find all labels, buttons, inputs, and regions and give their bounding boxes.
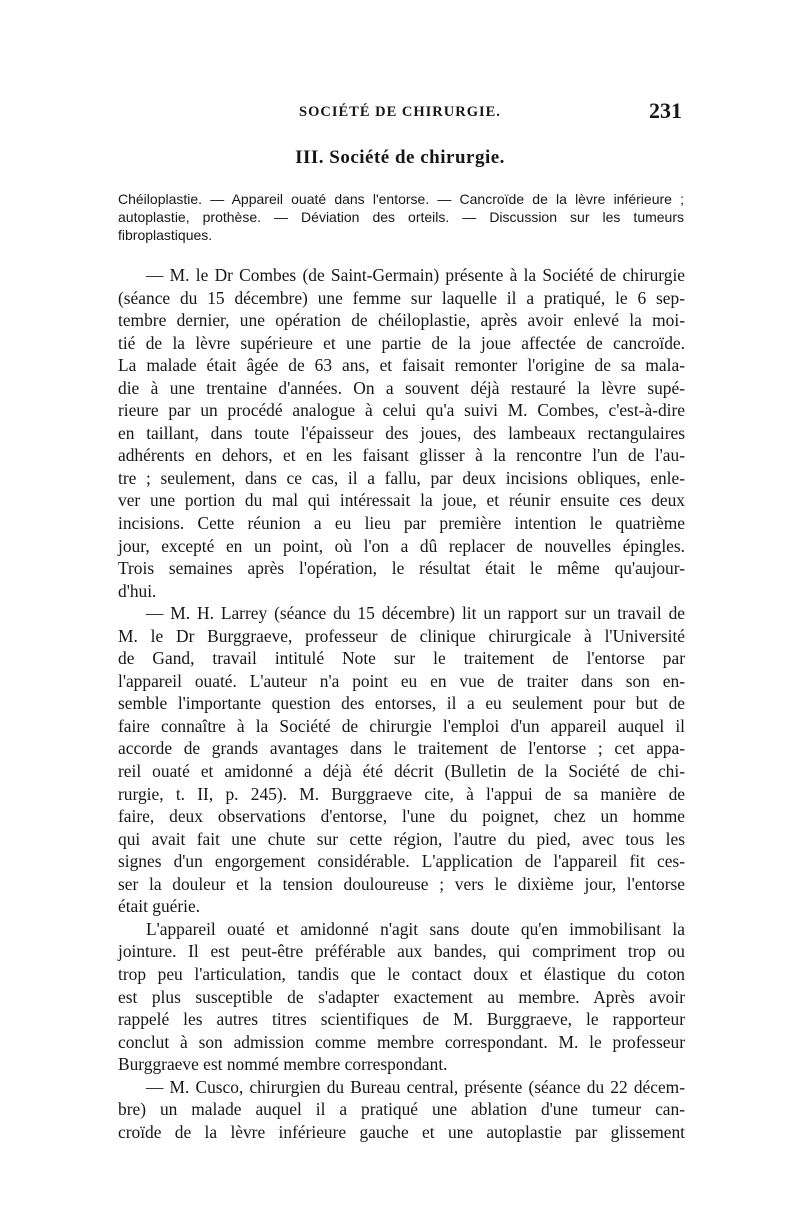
body-line: semble l'importante question des entorses, il a eu seulement pour but de	[118, 693, 685, 714]
section-summary: Chéiloplastie. — Appareil ouaté dans l'entorse. — Cancroïde de la lèvre inférieure ; autoplastie, prothèse. — Déviation des orteils. — Discussion sur les tumeurs fibroplastiques.	[118, 191, 684, 243]
body-line: incisions. Cette réunion a eu lieu par première intention le quatrième	[118, 513, 685, 534]
body-line: rieure par un procédé analogue à celui qu'a suivi M. Combes, c'est-à-dire	[118, 400, 685, 421]
page-number: 231	[649, 98, 682, 123]
body-line: Trois semaines après l'opération, le résultat était le même qu'aujour-	[118, 558, 685, 579]
running-title: SOCIÉTÉ DE CHIRURGIE.	[299, 104, 501, 120]
body-line: Burggraeve est nommé membre correspondant.	[118, 1054, 448, 1075]
body-line: croïde de la lèvre inférieure gauche et une autoplastie par glissement	[118, 1121, 685, 1142]
body-line: bre) un malade auquel il a pratiqué une ablation d'une tumeur can-	[118, 1099, 685, 1120]
body-line: jointure. Il est peut-être préférable aux bandes, qui compriment trop ou	[118, 941, 685, 962]
body-line: L'appareil ouaté et amidonné n'agit sans doute qu'en immobilisant la	[146, 918, 685, 939]
body-line: M. le Dr Burggraeve, professeur de clinique chirurgicale à l'Université	[118, 625, 685, 646]
body-line: d'hui.	[118, 580, 157, 601]
running-head	[0, 98, 800, 126]
body-line: faire connaître à la Société de chirurgie l'emploi d'un appareil auquel il	[118, 715, 685, 736]
body-line: était guérie.	[118, 896, 201, 917]
body-line: La malade était âgée de 63 ans, et faisait remonter l'origine de sa mala-	[118, 355, 685, 376]
body-line: jour, excepté en un point, où l'on a dû replacer de nouvelles épingles.	[118, 535, 685, 556]
section-title: III. Société de chirurgie.	[295, 147, 505, 168]
body-line: ser la douleur et la tension douloureuse ; vers le dixième jour, l'entorse	[118, 873, 685, 894]
body-line: die à une trentaine d'années. On a souvent déjà restauré la lèvre supé-	[118, 377, 685, 398]
body-line: reil ouaté et amidonné a déjà été décrit (Bulletin de la Société de chi-	[118, 761, 685, 782]
body-line: tembre dernier, une opération de chéiloplastie, après avoir enlevé la moi-	[118, 310, 685, 331]
body-line: est plus susceptible de s'adapter exactement au membre. Après avoir	[118, 986, 685, 1007]
body-line: ver une portion du mal qui intéressait la joue, et réunir ensuite ces deux	[118, 490, 685, 511]
body-line: de Gand, travail intitulé Note sur le traitement de l'entorse par	[118, 648, 685, 669]
body-line: rappelé les autres titres scientifiques de M. Burggraeve, le rapporteur	[118, 1009, 685, 1030]
body-line: tié de la lèvre supérieure et une partie de la joue affectée de cancroïde.	[118, 332, 685, 353]
body-line: — M. le Dr Combes (de Saint-Germain) présente à la Société de chirurgie	[146, 265, 685, 285]
body-line: accorde de grands avantages dans le traitement de l'entorse ; cet appa-	[118, 738, 685, 759]
body-line: trop peu l'articulation, tandis que le contact doux et élastique du coton	[118, 963, 685, 984]
body-line: faire, deux observations d'entorse, l'une du poignet, chez un homme	[118, 806, 685, 827]
body-line: (séance du 15 décembre) une femme sur laquelle il a pratiqué, le 6 sep-	[118, 287, 685, 308]
body-line: qui avait fait une chute sur cette région, l'autre du pied, avec tous les	[118, 828, 685, 849]
body-line: conclut à son admission comme membre correspondant. M. le professeur	[118, 1031, 685, 1052]
body-line: — M. H. Larrey (séance du 15 décembre) lit un rapport sur un travail de	[146, 603, 685, 624]
body-line: signes d'un engorgement considérable. L'application de l'appareil fit ces-	[118, 851, 685, 872]
body-line: adhérents en dehors, et en les faisant glisser à la rencontre l'un de l'au-	[118, 445, 685, 466]
body-line: tre ; seulement, dans ce cas, il a fallu, par deux incisions obliques, enle-	[118, 467, 685, 488]
body-line: en taillant, dans toute l'épaisseur des joues, des lambeaux rectangulaires	[118, 422, 685, 443]
body-line: rurgie, t. II, p. 245). M. Burggraeve cite, à l'appui de sa manière de	[118, 783, 685, 804]
body-text	[118, 264, 685, 1143]
body-line: l'appareil ouaté. L'auteur n'a point eu en vue de traiter dans son en-	[118, 670, 685, 691]
body-line: — M. Cusco, chirurgien du Bureau central, présente (séance du 22 décem-	[146, 1076, 685, 1097]
